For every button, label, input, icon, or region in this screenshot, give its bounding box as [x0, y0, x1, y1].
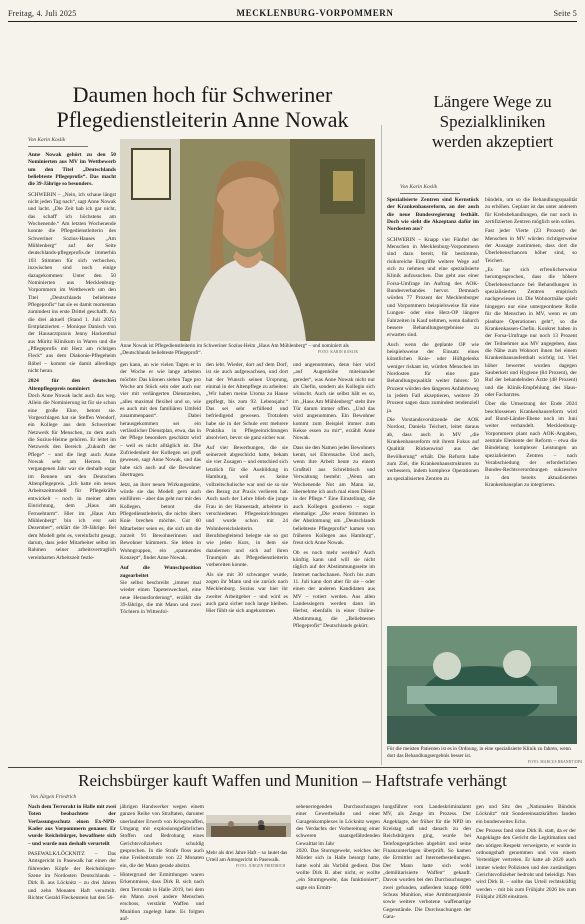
article2-photo — [387, 626, 577, 744]
article3-lead: Nach dem Terrorakt in Halle mit zwei Toten beobachtete der Verfassungsschutz einen Ex-NPD-Kader aus Vorpommern genauer. Er wurde Reichsbürger, bewaffnete sich – und wurde nun deshalb verurteilt — [28, 804, 116, 847]
courtroom-illustration — [206, 804, 291, 848]
article3-body-1: PASEWALK/LÖCKNITZ – Das Amtsgericht in Pasewalk hat einen der führenden Köpfe der Reichsbürger-Szene im Nordosten Deutschlands – Dirk B. aus Löcknitz – zu drei Jahren und zehn Monaten Haft verurteilt. Richter Gerald Fleckenstein hat den 56- — [28, 851, 116, 902]
article2-lead: Spezialisierte Zentren sind Kernstück der Krankenhausreform, an der auch die neue Bundesregierung festhält. Doch wie sieht die Akzeptanz dafür im Nordosten aus? — [387, 197, 479, 233]
page-number: Seite 5 — [553, 8, 577, 18]
article1-body-10: Dass sie den Namen jedes Bewohners kennt, sei Ehrensache. Und auch, wenn ihre Arbeit heute zu einem Großteil aus Schreibtisch und Verwaltung besteht: „Wenn am Wochenende Not am Mann ist, übernehme ich auch mal einen Dienst in der Pflege.“ Eine Einstellung, die auch Kollegen goutieren – sogar ehemalige: „Die ersten Stimmen in der Abstimmung um „Deutschlands beliebteste Pflegeprofis“ kamen von früheren Kollegen aus Hamburg“, freut sich Anne Nowak. — [293, 444, 375, 547]
article2-headline-line2: Spezialkliniken — [439, 112, 546, 131]
article1-headline-line1: Daumen hoch für Schweriner — [72, 82, 333, 107]
article2-photo-credit: FOTO: MARCUS BRANDT/DPA — [528, 760, 583, 764]
article1-lead: Anne Nowak gehört zu den 50 Nominierten aus MV im Wettbewerb um den Titel „Deutschlands beliebteste Pflegeprofis“. Das macht die 39-Jährige so besonders. — [28, 152, 116, 188]
section-title: MECKLENBURG-VORPOMMERN — [236, 8, 394, 18]
hospital-photo-illustration — [387, 626, 577, 744]
article1-column-1 — [28, 152, 116, 757]
article2-column-1 — [387, 197, 479, 622]
article1-body-9: und angenommen, denn hier wird „auf Augenhöhe miteinander geredet“, was Anne Nowak nicht nur als Chefin, sondern als Kollegin sich wünscht. Auch sie selbst hält es so, im „Haus Am Mühlenberg“ steht ihre Tür darum immer offen. „Und das wird angenommen. Ein Bewohner kommt zum Beispiel immer zum Kekse essen zu mir“, erzählt Anne Nowak. — [293, 362, 375, 442]
article1-byline: Von Karin Koslik — [28, 137, 66, 143]
article1-body-6: den lebt. Wieder, dort auf dem Dorf, ist sie auch aufgewachsen, und dort hat der Wunsch seinen Ursprung, einmal in der Altenpflege zu arbeiten: „Wir haben meine Uroma zu Hause gepflegt, bis zum 92. Lebensjahr.“ Das sei sehr erfüllend und befriedigend gewesen. Trotzdem habe sie in der Schule erst mehrere Praktika in Pflegeeinrichtungen absolviert, bevor sie ganz sicher war. — [206, 362, 288, 442]
article3-column-6 — [476, 804, 576, 901]
article2-headline-line3: werden akzeptiert — [431, 132, 554, 151]
article2-body-3: Die Vorstandsvorsitzende der AOK Nordost, Daniela Teichert, leitet daraus ab, dass auch in MV „die Krankenhausreform mit ihrem Fokus auf Qualität Rückenwind aus der Bevölkerung“ erhält. Die Reform habe zum Ziel, die Krankenhausstrukturen zu verbessern, indem komplexe Operationen an spezialisierten Zentren zu — [387, 416, 479, 482]
article1-body-1: SCHWERIN – „Nein, ich schaue längst nicht jeden Tag nach“, sagt Anne Nowak und lacht. „Die Zeit hab ich gar nicht, das schaff' ich höchstens am Wochenende.“ Am letzten Wochenende konnte die Pflegedienstleiterin des Schweriner Sozius-Hauses „Am Mühlenberg“ auf der Seite deutschlands-pflegeprofis.de immerhin 103 Stimmen für sich verbuchen, inzwischen sind noch einige dazugekommen: Unter den 50 Nominierten aus Mecklenburg-Vorpommern im Wettbewerb um den Titel „Deutschlands beliebteste Pflegeprofis“ hat sie es damit momentan zumindest ins erste Drittel geschafft. An die drei aktuell (Stand 1. Juli 2025) Erstplatzierten – Monique Danisch von der Hausarztpraxis Jenny Hackenthal aus Müritz Klinikum in Waren und die „Pflegeprofis mit Herz am richtigen Fleck“ aus dem Diakonie-Pflegeheim Röbel – kommt sie damit allerdings nicht heran. — [28, 191, 116, 374]
article1-column-2 — [120, 362, 201, 758]
article2-body-1: SCHWERIN – Knapp vier Fünftel der Menschen in Mecklenburg-Vorpommern sind dazu bereit, für bestimmte, risikoreiche Eingriffe weitere Wege auf sich zu nehmen und eine spezialisierte Klinik aufzusuchen. Das geht aus einer Forsa-Umfrage im Auftrag des AOK-Bundesverbandes hervor. Demnach würden 77 Prozent der Mecklenburger und Vorpommern beispielsweise für eine Lungen- oder eine Herz-OP längere Fahrzeiten in Kauf nehmen, wenn dadurch bessere Behandlungsergebnisse zu erwarten sind. — [387, 236, 479, 339]
article2-column-2 — [485, 197, 577, 622]
article3-body-5: lungsführer vom Landeskriminalamt MV, als Zeuge im Prozess. Der Angeklagte, der früher für die NPD im Kreistag saß und danach zu den Reichsbürgern ging, wurde bei Telefongesprächen abgehört und seine Finanzunterlagen überprüft. So kamen die Ermittler auf Internetbestellungen. Der Mann hatte sich wohl „demilitarisierte Waffen“ gekauft. Davon wurden bei den Durchsuchungen zwei gefunden, außerdem knapp 6000 Schuss Munition, eine Armbrustpistole sowie weitere verbotene waffenartige Gegenstände. Die Durchsuchungen der Gara- — [383, 804, 471, 921]
header-rule — [8, 21, 577, 22]
article1-body-11: Ob es noch mehr werden? Auch künftig kann und will sie nicht täglich auf der Abstimmungsseite im Internet nachschauen. Noch bis zum 11. Juli kann dort aber für sie – oder einen der anderen Kandidaten aus MV – votiert werden. Aus allen Landessiegern werden dann im Herbst, ebenfalls in einer Online-Abstimmung, die „Beliebtesten Pflegeprofis“ Deutschlands gekürt. — [293, 549, 375, 630]
article3-column-2 — [120, 804, 204, 923]
article2-body-6: „Es hat sich erfreulicherweise herumgesprochen, dass die höhere Überlebenschance bei Behandlungen in spezialisierten Zentren empirisch nachgewiesen ist. Die Wohnortnähe spielt hingegen nur eine untergeordnete Rolle für die Menschen in MV, wenn es um planbare Operationen geht“, so die Krankenkassen-Chefin. Konkret haben in der Forsa-Umfrage nur noch 13 Prozent der Teilnehmer aus MV angegeben, dass die Nähe zum Wohnort ihnen bei einem Krankenhausaufenthalt wichtig ist. Viel höher bewertet wurden dagegen Sauberkeit und Hygiene (84 Prozent), der Ruf der behandelnden Ärzte (48 Prozent) und die Klinik-Empfehlung des Haus- oder Facharztes. — [485, 267, 577, 398]
article1-photo-credit: FOTO: KARIN KOSLIK — [318, 350, 359, 354]
article1-headline-line2: Pflegedienstleiterin Anne Nowak — [56, 107, 349, 132]
article3-headline: Reichsbürger kauft Waffen und Munition – Haftstrafe verhängt — [78, 771, 507, 790]
article2-body-2: Auch wenn die geplante OP wie beispielsweise der Einsatz eines künstlichen Knie- oder Hüftgelenks weniger riskant ist, würden Menschen im Nordosten für eine gute Behandlungsqualität weiter fahren: 50 Prozent würden den längeren Anfahrtsweg in jedem Fall akzeptieren, weitere 39 Prozent sagen dazu zumindest tendenziell ja. — [387, 341, 479, 414]
article1-headline — [10, 82, 395, 132]
article3-photo-credit: FOTO: JÜRGEN FRIEDRICH — [236, 864, 286, 868]
article1-body-2: Doch Anne Nowak lacht auch das weg. Allein die Nominierung ist für sie schon eine große Ehre, betont sie. Vorgeschlagen hat sie Steffen Wendorf, ein Kollege aus dem Schweriner Netzwerk für Menschen, zu dem auch die Sozius-Heime gehören. Er leitet im Netzwerk den Bereich „Zukunft der Pflege“ – und die liegt auch Anne Nowak sehr am Herzen. Im vergangenen Jahr war sie deshalb sogar im Rennen um den Deutschen Altenpflegepreis. „Ich hatte ein neues Arbeitszeitmodell für Pflegekräfte entwickelt – noch in meiner alten Einrichtung, dem „Haus am Fernsehturm“. Hier im „Haus Am Mühlenberg“ bin ich erst seit Dezember“, erklärt die 39-Jährige. Bei dem Modell geht es, vereinfacht gesagt, darum, dass jeder Mitarbeiter selbst im Rahmen seiner arbeitsvertraglich vereinbarten Arbeitszeit festle- — [28, 393, 116, 561]
article1-column-3 — [206, 362, 288, 758]
article3-column-5 — [383, 804, 471, 921]
article1-subhead-2: Auf die Wunschposition zugearbeitet — [120, 565, 201, 579]
article3-body-2: jährigen Handwerker wegen einem ganzen Reihe von Straftaten, darunter unerlaubter Erwerb von Kriegswaffen, Umgang mit explosionsgefährlichen Stoffen und Bedrohung eines Gerichtsvollziehers schuldig gesprochen. In die Strafe floss auch eine Freiheitsstrafe von 22 Monaten ein, die der Mann gerade absitzt. — [120, 804, 204, 869]
article3-body-4a: sehenerregenden Durchsuchungen einer Gewerbehalle und einer Garagenkomplexes in Löcknitz wegen des Verdachts der Vorbereitung einer schweren staatsgefährdenden Gewalttat im Jahr — [296, 804, 380, 847]
article2-headline — [405, 92, 580, 152]
article1-photo-caption: Anne Nowak ist Pflegedienstleiterin im Schweriner Sozius-Heim „Haus Am Mühlenberg“ – und nominiert als „Deutschlands beliebteste Pflegeprofi“. — [120, 343, 349, 356]
article2-body-4: bündeln, um so die Behandlungsqualität zu erhöhen. Geplant ist das unter anderem für Krebsbehandlungen, die nur noch in zertifizierten Zentren möglich sein sollen. — [485, 197, 577, 226]
article3-byline: Von Jürgen Friedrich — [30, 794, 77, 800]
article3-photo-caption: Mehr als drei Jahre Haft – so lautet das Urteil am Amtsgericht in Pasewalk. — [206, 850, 288, 863]
article2-body-7: Über die Umsetzung der Ende 2024 beschlossenen Krankenhausreform wird auf Bund-Länder-Ebene noch im Juni weiter verhandelt. Mecklenburg-Vorpommern plant nach AOK-Angaben, zentrale Elemente der Reform – etwa die Bündelung komplexer Leistungen an spezialisierten Zentren – nach Verabschiedung der erforderlichen Bundes-Rechtsverordnungen sukzessive in den bereits aktualisierten Krankenhausplan zu integrieren. — [485, 401, 577, 489]
article3-body-4b: 2020. Das Sturmgewehr, welches der Mörder sich in Halle besorgt hatte, hatte wohl als Vorbild gedient. Das wollte Dirk B. aber nicht, er wollte „ein Sturmgewehr, das funktioniert“, sagte ein Ermitt- — [296, 848, 380, 891]
article1-body-8: Als sie mit 30 schwanger wurde, zogen ihr Mann und sie zurück nach Mecklenburg. Sozius war hier ihr zweiter Arbeitgeber – und wird es auch ganz sicher noch lange bleiben. Hier fühlt sie sich angekommen — [206, 571, 288, 615]
portrait-illustration — [120, 139, 375, 341]
article1-subhead-1: 2024 für den deutschen Altenpflegepreis nominiert — [28, 378, 116, 392]
article3-headline-block — [10, 770, 575, 791]
byline-rule — [400, 193, 460, 194]
article2-body-5: Fast jeder Vierte (23 Prozent) der Menschen in MV würden richtigerweise der Aussage zustimmen, dass dort die Überlebenschancen höher sind, so Teichert. — [485, 228, 577, 264]
article1-body-5: Sie selbst beschreibt „immer mal wieder einen Tapetenwechsel, eine neue Herausforderung“, erzählt die 39-Jährige, die mit Mann und zwei Töchtern in Wittenfol- — [120, 579, 201, 616]
article3-column-4 — [296, 804, 380, 891]
article1-body-3: gen kann, an wie vielen Tagen er in der Woche er wie lange arbeiten möchte: Das können sieben Tage pro Woche am Stück sein oder auch nur vier mit verlängerten Dienstzeiten, „alles maximal flexibel und so, wie es auch mit den familiären Umfeld zusammenpasst“. Dabei herausgekommen sei ein verlässlicher Dienstplan, etwa, das in der Pflege besonders geschätzt wird – weil es nicht alltäglich ist. Die Zufriedenheit der Kollegen sei groß gewesen, sagt Anne Nowak, und das habe sich auch auf die Bewohner übertragen. — [120, 362, 201, 479]
column-separator — [381, 125, 382, 765]
page-header — [8, 6, 577, 20]
article1-body-7: Auf vier Bewerbungen, die sie seinerzeit abgeschickt hatte, bekam sie vier Zusagen – und entschied sich letztlich für die Ausbildung in Hamburg, weil es keine vollzeitschulische war und sie so nie den Bezug zur Praxis verlieren hat. Auch nach der Lehre blieb die junge Frau in der Hansestadt, arbeitete in verschiedenen Pflegeeinrichtungen und wurde schon mit 24 Wohnbereichsleiterin. Berufsbegleitend belegte sie so gut wie jeden Kurs, in dem sie dazulernen und sich auf ihren Traumjob als Pflegedienstleiterin vorbereiten konnte. — [206, 444, 288, 569]
article1-column-4 — [293, 362, 375, 758]
article3-body-6: gen und Sitz des „Nationalen Bündnis Löcknitz“ mit Sondereinsatzkräften fanden ein bundesweites Echo. — [476, 804, 576, 825]
article3-body-3: Hintergrund der Ermittlungen waren Erkenntnisse, dass Dirk B. sich nach dem Terrorakt in Halle 2019, bei dem ein Mann zwei andere Menschen erschoss, verstärkt Waffen und Munition zugelegt hatte. Es folgten auf- — [120, 872, 204, 923]
section-rule — [8, 767, 577, 768]
article2-photo-caption: Für die meisten Patienten ist es in Ordnung, in eine spezialisierte Klinik zu fahren, wenn dort das Behandlungsergebnis besser ist. — [387, 746, 571, 759]
byline-rule — [28, 146, 88, 147]
article2-headline-line1: Längere Wege zu — [433, 92, 552, 111]
article3-body-7: Der Prozess fand ohne Dirk B. statt, da er der Angeklagte den Gericht die Legitimation und den nötigen Respekt verweigerte, er wurde in ordnungshaft genommen und von einem Verteidiger vertreten. Er hatte ab 2020 auch immer wieder Polizisten und den zuständigen Gerichtsvollzieher bedroht und beleidigt. Nun wird Dirk B. – sollte das Urteil rechtskräftig werden – mit bis zum Frühjahr 2026 bis zum Frühjahr 2028 einsitzen. — [476, 828, 576, 901]
issue-date: Freitag, 4. Juli 2025 — [8, 8, 77, 18]
article3-column-1 — [28, 804, 116, 902]
article2-byline: Von Karin Koslik — [400, 184, 438, 190]
article1-body-4: Jetzt, an ihrer neuen Wirkungsstätte, würde sie das Modell gern auch einführen – aber das geht nur mit den Kollegen, betont die Pflegedienstleiterin, die nichts übers Knie brechen möchte. Gut 60 Mitarbeiter seien es, die sich um die zurzeit 91 Bewohnerinnen und Bewohner kümmern. Sie leben in Wohngruppen, ein „spannendes Konzept“, findet Anne Nowak. — [120, 481, 201, 561]
article3-photo — [206, 804, 291, 848]
article1-photo — [120, 139, 375, 341]
